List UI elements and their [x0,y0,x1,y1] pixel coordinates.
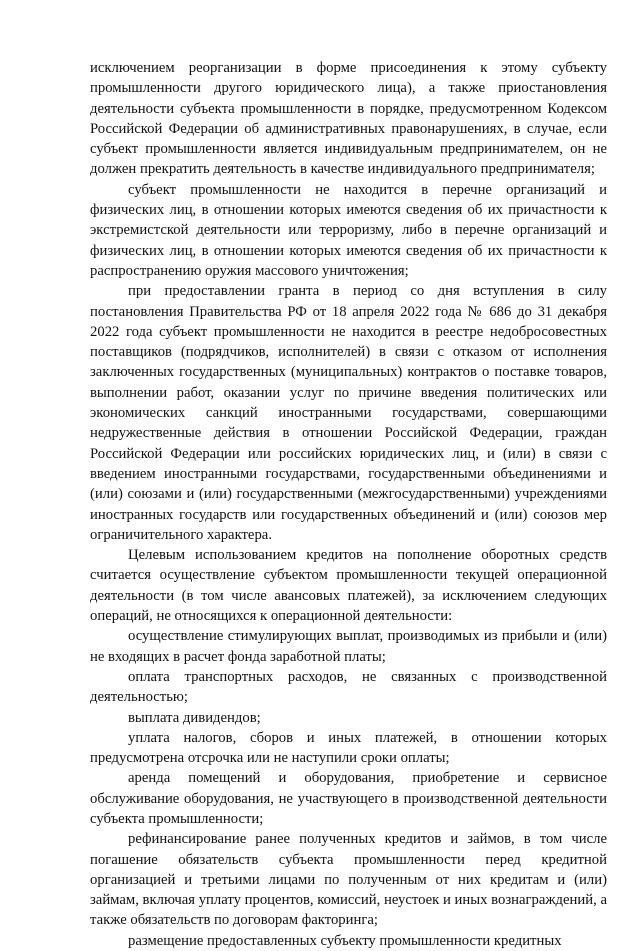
list-item-taxes: уплата налогов, сборов и иных платежей, в отношении которых предусмотрена отсрочка или не наступили сроки оплаты; [90,729,607,767]
list-item-placement: размещение предоставленных субъекту промышленности кредитных [128,932,562,949]
list-item-transport-costs: оплата транспортных расходов, не связанных с производственной деятельностью; [90,668,607,706]
paragraph-continuation: исключением реорганизации в форме присоединения к этому субъекту промышленности другого юридического лица), а также приостановления деятельности субъекта промышленности в порядке, предусмотренном Кодексом Российской Федерации об административных правонарушениях, в случае, если субъект промышленности является индивидуальным предпринимателем, он не должен прекратить деятельность в качестве индивидуального предпринимателя; [90,60,607,178]
paragraph-extremism-list: субъект промышленности не находится в перечне организаций и физических лиц, в отношении которых имеются сведения об их причастности к экстремистской деятельности или терроризму, либо в перечне организаций и физических лиц, в отношении которых имеются сведения об их причастности к распространению оружия массового уничтожения; [90,181,607,279]
list-item-incentive-payments: осуществление стимулирующих выплат, производимых из прибыли и (или) не входящих в расчет фонда заработной платы; [90,628,607,665]
list-item-dividends: выплата дивидендов; [128,709,261,726]
document-page [90,58,607,951]
list-item-refinancing: рефинансирование ранее полученных кредитов и займов, в том числе погашение обязательств субъекта промышленности перед кредитной организацией и третьими лицами по полученным от них кредитам и (или) займам, включая уплату процентов, комиссий, неустоек и иных вознаграждений, а также обязательств по договорам факторинга; [90,831,607,929]
paragraph-target-use: Целевым использованием кредитов на пополнение оборотных средств считается осуществление субъектом промышленности текущей операционной деятельности (в том числе авансовых платежей), за исключением следующих операций, не относящихся к операционной деятельности: [90,547,607,625]
paragraph-grant-period: при предоставлении гранта в период со дня вступления в силу постановления Правительства РФ от 18 апреля 2022 года № 686 до 31 декабря 2022 года субъект промышленности не находится в реестре недобросовестных поставщиков (подрядчиков, исполнителей) в связи с отказом от исполнения заключенных государственных (муниципальных) контрактов о поставке товаров, выполнении работ, оказании услуг по причине введения политических или экономических санкций иностранными государствами, совершающими недружественные действия в отношении Российской Федерации, граждан Российской Федерации или российских юридических лиц, и (или) в связи с введением иностранными государствами, государственными объединениями и (или) союзами и (или) государственными (межгосударственными) учреждениями иностранных государств или государственных объединений и (или) союзов мер ограничительного характера. [90,283,607,543]
list-item-rent-equipment: аренда помещений и оборудования, приобретение и сервисное обслуживание оборудования, не участвующего в производственной деятельности субъекта промышленности; [90,770,607,827]
